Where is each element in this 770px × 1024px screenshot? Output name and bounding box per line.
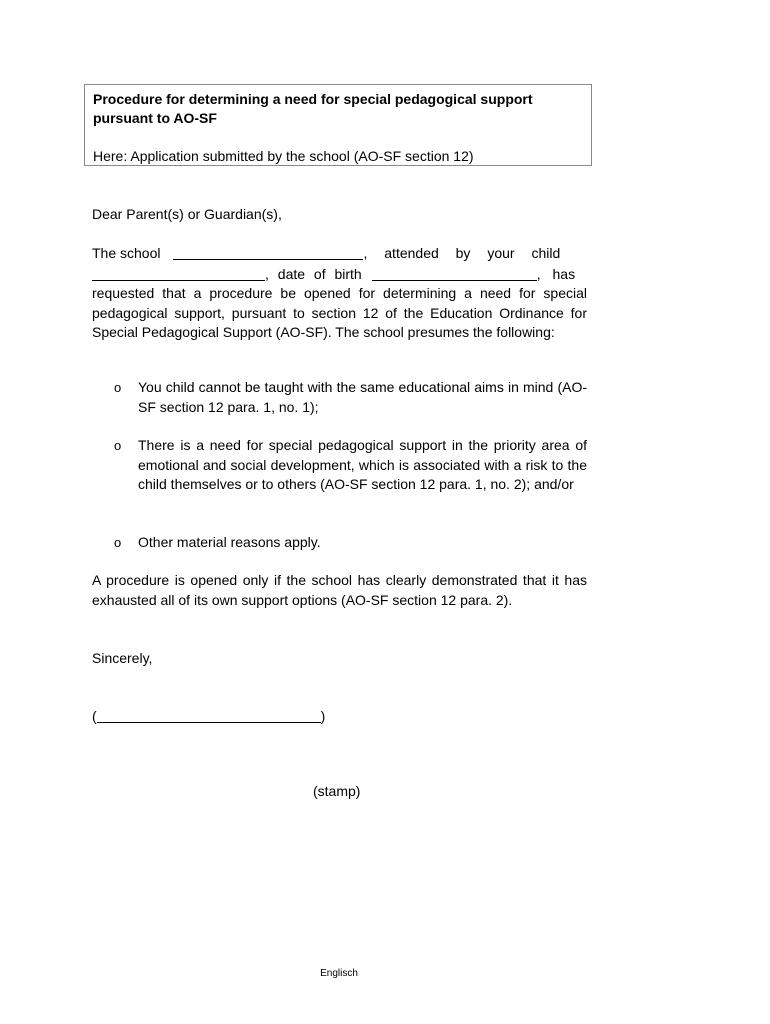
closing-paragraph: A procedure is opened only if the school has clearly demonstrated that it has exhausted all of its own support options (AO-SF section 12 para. 2).	[92, 572, 587, 608]
child-name-field[interactable]	[92, 266, 265, 281]
title-box	[84, 84, 592, 166]
intro-rest: requested that a procedure be opened for determining a need for special pedagogical support, pursuant to section 12 of the Education Ordinance for Special Pedagogical Support (AO-SF). The school presumes the following:	[92, 285, 587, 340]
list-item	[114, 533, 587, 553]
list-item	[114, 378, 587, 417]
intro-school-label: The school	[92, 245, 161, 261]
intro-attended-label: , attended by your child	[363, 245, 561, 261]
footer-language: Englisch	[320, 968, 358, 979]
bullet-marker: o	[114, 535, 122, 550]
list-item-text: You child cannot be taught with the same educational aims in mind (AO-SF section 12 para. 1, no. 1);	[138, 379, 587, 415]
school-name-field[interactable]	[173, 245, 363, 260]
bullet-marker: o	[114, 380, 122, 395]
intro-line-1	[92, 243, 587, 264]
sign-off: Sincerely,	[92, 650, 153, 666]
list-item	[114, 436, 587, 495]
signature-close-paren: )	[320, 708, 326, 724]
date-of-birth-field[interactable]	[372, 266, 537, 281]
document-subtitle: Here: Application submitted by the school (AO-SF section 12)	[93, 148, 474, 164]
intro-has-label: , has	[536, 265, 576, 282]
list-item-text: There is a need for special pedagogical support in the priority area of emotional and social development, which is associated with a risk to the child themselves or to others (AO-SF section 12 para. 1, no. 2); and/or	[138, 437, 587, 492]
signature-open-paren: (	[92, 708, 97, 724]
intro-line-2	[92, 264, 587, 285]
stamp-label: (stamp)	[313, 783, 361, 799]
salutation: Dear Parent(s) or Guardian(s),	[92, 206, 282, 222]
intro-dob-label: , date of birth	[265, 265, 362, 282]
signature-line	[92, 706, 325, 726]
document-title: Procedure for determining a need for special pedagogical support pursuant to AO-SF	[93, 91, 533, 126]
intro-paragraph	[92, 243, 587, 343]
bullet-marker: o	[114, 438, 122, 453]
signature-field[interactable]	[97, 708, 321, 723]
list-item-text: Other material reasons apply.	[138, 534, 321, 550]
